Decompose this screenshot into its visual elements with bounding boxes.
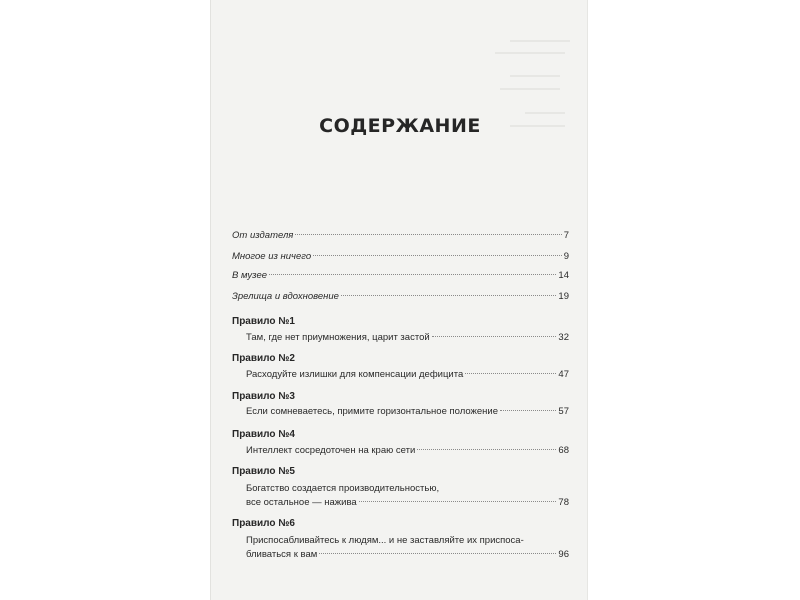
- toc-entry[interactable]: [246, 405, 569, 418]
- rule-heading: Правило №3: [232, 391, 295, 402]
- toc-entry-title: Интеллект сосредоточен на краю сети: [246, 445, 416, 456]
- toc-entry-title: Там, где нет приумножения, царит застой: [246, 332, 430, 343]
- dot-leader: [319, 553, 556, 554]
- toc-entry-page: 14: [558, 270, 569, 281]
- toc-entry[interactable]: [232, 269, 569, 282]
- toc-entry-title: Если сомневаетесь, примите горизонтальное положение: [246, 406, 499, 417]
- dot-leader: [432, 336, 557, 337]
- toc-entry-title: Зрелища и вдохновение: [232, 291, 339, 302]
- rule-heading: Правило №5: [232, 466, 295, 477]
- page-title: СОДЕРЖАНИЕ: [319, 115, 481, 137]
- toc-entry[interactable]: [246, 548, 569, 561]
- rule-heading: Правило №1: [232, 316, 295, 327]
- dot-leader: [465, 373, 556, 374]
- toc-entry-title: От издателя: [232, 230, 294, 241]
- toc-entry-title-line1: Приспосабливайтесь к людям... и не заставляйте их приспоса-: [246, 535, 524, 546]
- toc-entry-page: 57: [558, 406, 569, 417]
- toc-entry-page: 19: [558, 291, 569, 302]
- dot-leader: [313, 255, 562, 256]
- rule-heading: Правило №2: [232, 353, 295, 364]
- toc-entry-page: 68: [558, 445, 569, 456]
- toc-entry-title: В музее: [232, 270, 268, 281]
- rule-heading: Правило №6: [232, 518, 295, 529]
- toc-entry-page: 96: [558, 549, 569, 560]
- dot-leader: [295, 234, 561, 235]
- toc-entry-title: Расходуйте излишки для компенсации дефицита: [246, 369, 464, 380]
- toc-entry-page: 78: [558, 497, 569, 508]
- toc-entry[interactable]: [246, 444, 569, 457]
- toc-entry-page: 9: [563, 251, 569, 262]
- toc-entry-title: все остальное — нажива: [246, 497, 357, 508]
- dot-leader: [341, 295, 556, 296]
- toc-entry-page: 32: [558, 332, 569, 343]
- toc-entry[interactable]: [232, 250, 569, 263]
- toc-entry[interactable]: [246, 496, 569, 509]
- toc-entry-title: Многое из ничего: [232, 251, 312, 262]
- toc-entry[interactable]: [246, 331, 569, 344]
- toc-entry-page: 7: [563, 230, 569, 241]
- rule-heading: Правило №4: [232, 429, 295, 440]
- toc-entry-title-line1: Богатство создается производительностью,: [246, 483, 440, 494]
- toc-entry[interactable]: [246, 368, 569, 381]
- toc-entry-title: бливаться к вам: [246, 549, 318, 560]
- dot-leader: [359, 501, 557, 502]
- dot-leader: [500, 410, 556, 411]
- dot-leader: [269, 274, 556, 275]
- toc-entry[interactable]: [232, 290, 569, 303]
- toc-entry-page: 47: [558, 369, 569, 380]
- toc-entry[interactable]: [232, 229, 569, 242]
- dot-leader: [417, 449, 556, 450]
